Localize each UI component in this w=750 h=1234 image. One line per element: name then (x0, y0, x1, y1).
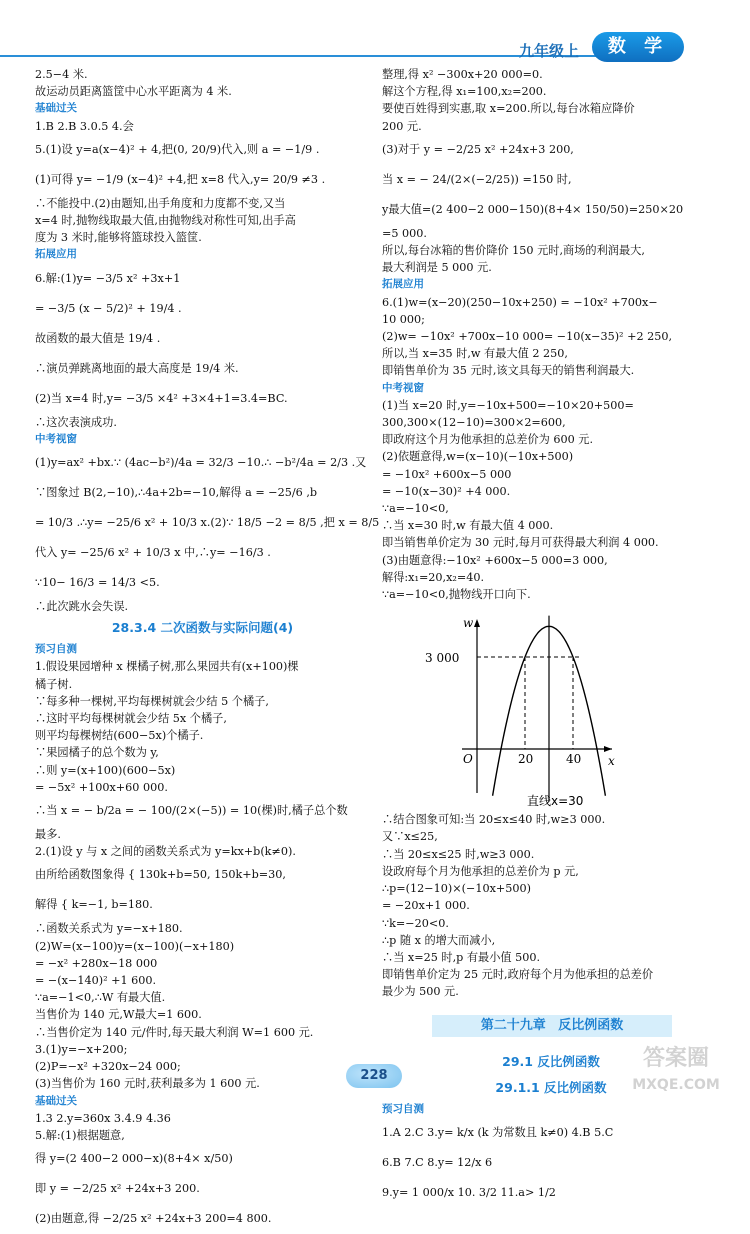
text-line: ∵k=−20<0. (382, 915, 720, 932)
text-line: 代入 y= −25/6 x² + 10/3 x 中,∴y= −16/3 . (35, 538, 370, 568)
text-line: 故函数的最大值是 19/4 . (35, 324, 370, 354)
x-axis-label: x (608, 754, 615, 768)
text-line: ∴函数关系式为 y=−x+180. (35, 920, 370, 937)
text-line: (1)当 x=20 时,y=−10x+500=−10×20+500= (382, 397, 720, 414)
text-line: 要使百姓得到实惠,取 x=200.所以,每台冰箱应降价 (382, 100, 720, 117)
watermark-text-1: 答案圈 (612, 1046, 740, 1072)
right-column (382, 66, 720, 1208)
text-line: 9.y= 1 000/x 10. 3/2 11.a> 1/2 (382, 1178, 720, 1208)
text-line: 6.B 7.C 8.y= 12/x 6 (382, 1148, 720, 1178)
text-line: ∴这次表演成功. (35, 414, 370, 431)
text-line: 即 y = −2/25 x² +24x+3 200. (35, 1174, 370, 1204)
text-line: 5.(1)设 y=a(x−4)² + 4,把(0, 20/9)代入,则 a = −1/9 . (35, 135, 370, 165)
tick-label-y-3000: 3 000 (425, 651, 459, 665)
text-line: 3.(1)y=−x+200; (35, 1041, 370, 1058)
section-label: 基础过关 (35, 1093, 370, 1110)
left-column (35, 66, 370, 1234)
tick-label-x-20: 20 (518, 752, 533, 766)
text-line: 300,300×(12−10)=300×2=600, (382, 414, 720, 431)
text-line: 故运动员距离篮筐中心水平距离为 4 米. (35, 83, 370, 100)
text-line: = 10/3 .∴y= −25/6 x² + 10/3 x.(2)∵ 18/5 −2 = 8/5 ,把 x = 8/5 (35, 508, 370, 538)
text-line: 所以,当 x=35 时,w 有最大值 2 250, (382, 345, 720, 362)
text-line: (2)依题意得,w=(x−10)(−10x+500) (382, 448, 720, 465)
text-line: 2.5−4 米. (35, 66, 370, 83)
text-line: 设政府每个月为他承担的总差价为 p 元, (382, 863, 720, 880)
text-line: 则平均每棵树结(600−5x)个橘子. (35, 727, 370, 744)
text-line: 即销售单价定为 25 元时,政府每个月为他承担的总差价 (382, 966, 720, 983)
text-line: ∵每多种一棵树,平均每棵树就会少结 5 个橘子, (35, 693, 370, 710)
x-axis-arrow (604, 746, 612, 752)
section-label: 拓展应用 (35, 246, 370, 263)
text-line: = −10x² +600x−5 000 (382, 466, 720, 483)
text-line: 整理,得 x² −300x+20 000=0. (382, 66, 720, 83)
section-heading: 28.3.4 二次函数与实际问题(4) (35, 615, 370, 641)
text-line: (1)可得 y= −1/9 (x−4)² +4,把 x=8 代入,y= 20/9 ≠3 . (35, 165, 370, 195)
text-line: ∵果园橘子的总个数为 y, (35, 744, 370, 761)
text-line: 度为 3 米时,能够将篮球投入篮筐. (35, 229, 370, 246)
text-line: ∴当 20≤x≤25 时,w≥3 000. (382, 846, 720, 863)
text-line: (3)由题意得:−10x² +600x−5 000=3 000, (382, 552, 720, 569)
page-number: 228 (346, 1064, 402, 1088)
text-line: ∴p=(12−10)×(−10x+500) (382, 880, 720, 897)
text-line: 由所给函数图象得 { 130k+b=50, 150k+b=30, (35, 860, 370, 890)
text-line: 1.假设果园增种 x 棵橘子树,那么果园共有(x+100)棵 (35, 658, 370, 675)
chapter-title: 第二十九章 反比例函数 (432, 1015, 672, 1037)
subsection-title: 29.1.1 反比例函数 (382, 1075, 720, 1101)
text-line: 最少为 500 元. (382, 983, 720, 1000)
text-line: 200 元. (382, 118, 720, 135)
text-line: ∴演员弹跳离地面的最大高度是 19/4 米. (35, 354, 370, 384)
text-line: ∵10− 16/3 = 14/3 <5. (35, 568, 370, 598)
text-line: = −x² +280x−18 000 (35, 955, 370, 972)
section-label: 预习自测 (35, 641, 370, 658)
right-column-top (382, 66, 720, 603)
section-title: 29.1 反比例函数 (382, 1049, 720, 1075)
text-line: (3)当售价为 160 元时,获利最多为 1 600 元. (35, 1075, 370, 1092)
text-line: (1)y=ax² +bx.∵ (4ac−b²)/4a = 32/3 −10.∴ −b²/4a = 2/3 .又 (35, 448, 370, 478)
text-line: 最大利润是 5 000 元. (382, 259, 720, 276)
text-line: 6.(1)w=(x−20)(250−10x+250) = −10x² +700x− (382, 294, 720, 311)
text-line: ∴当 x=25 时,p 有最小值 500. (382, 949, 720, 966)
text-line: 2.(1)设 y 与 x 之间的函数关系式为 y=kx+b(k≠0). (35, 843, 370, 860)
text-line: ∴当 x = − b/2a = − 100/(2×(−5)) = 10(棵)时,橘子总个数 (35, 796, 370, 826)
section-label: 拓展应用 (382, 276, 720, 293)
page-header (0, 22, 750, 62)
text-line: 10 000; (382, 311, 720, 328)
text-line: = −5x² +100x+60 000. (35, 779, 370, 796)
text-line: ∵a=−10<0, (382, 500, 720, 517)
text-line: 1.3 2.y=360x 3.4.9 4.36 (35, 1110, 370, 1127)
parabola-chart (382, 609, 720, 809)
text-line: ∴当售价定为 140 元/件时,每天最大利润 W=1 600 元. (35, 1024, 370, 1041)
text-line: 1.B 2.B 3.0.5 4.会 (35, 118, 370, 135)
chart-svg (382, 609, 720, 809)
section-label: 中考视窗 (35, 431, 370, 448)
text-line: (2)W=(x−100)y=(x−100)(−x+180) (35, 938, 370, 955)
text-line: 5.解:(1)根据题意, (35, 1127, 370, 1144)
section-label: 预习自测 (382, 1101, 720, 1118)
right-column-bottom (382, 811, 720, 1000)
text-line: = −20x+1 000. (382, 897, 720, 914)
text-line: (2)w= −10x² +700x−10 000= −10(x−35)² +2 250, (382, 328, 720, 345)
text-line: (2)由题意,得 −2/25 x² +24x+3 200=4 800. (35, 1204, 370, 1234)
text-line: ∴则 y=(x+100)(600−5x) (35, 762, 370, 779)
text-line: 解得 { k=−1, b=180. (35, 890, 370, 920)
header-subject: 数 学 (592, 32, 684, 62)
text-line: ∵a=−10<0,抛物线开口向下. (382, 586, 720, 603)
text-line: 当 x = − 24/(2×(−2/25)) =150 时, (382, 165, 720, 195)
watermark-logo (612, 1046, 740, 1110)
text-line: x=4 时,抛物线取最大值,由抛物线对称性可知,出手高 (35, 212, 370, 229)
text-line: ∴结合图象可知:当 20≤x≤40 时,w≥3 000. (382, 811, 720, 828)
text-line: ∴不能投中.(2)由题知,出手角度和力度都不变,又当 (35, 195, 370, 212)
section-label: 中考视窗 (382, 380, 720, 397)
text-line: y最大值=(2 400−2 000−150)(8+4× 150/50)=250×20 (382, 195, 720, 225)
text-line: = −10(x−30)² +4 000. (382, 483, 720, 500)
text-line: ∵a=−1<0,∴W 有最大值. (35, 989, 370, 1006)
text-line: 即政府这个月为他承担的总差价为 600 元. (382, 431, 720, 448)
text-line: ∴这时平均每棵树就会少结 5x 个橘子, (35, 710, 370, 727)
text-line: ∴此次跳水会失误. (35, 598, 370, 615)
text-line: ∴p 随 x 的增大而减小, (382, 932, 720, 949)
text-line: 得 y=(2 400−2 000−x)(8+4× x/50) (35, 1144, 370, 1174)
watermark-text-2: MXQE.COM (612, 1072, 740, 1098)
text-line: ∵图象过 B(2,−10),∴4a+2b=−10,解得 a = −25/6 ,b (35, 478, 370, 508)
text-line: 所以,每台冰箱的售价降价 150 元时,商场的利润最大, (382, 242, 720, 259)
y-axis-arrow (474, 619, 480, 627)
text-line: 即当销售单价定为 30 元时,每月可获得最大利润 4 000. (382, 534, 720, 551)
header-grade: 九年级上 (519, 40, 579, 61)
origin-label: O (463, 752, 473, 766)
text-line: 解得:x₁=20,x₂=40. (382, 569, 720, 586)
tick-label-x-40: 40 (566, 752, 581, 766)
text-line: (2)P=−x² +320x−24 000; (35, 1058, 370, 1075)
text-line: 橘子树. (35, 676, 370, 693)
text-line: 即销售单价为 35 元时,该文具每天的销售利润最大. (382, 362, 720, 379)
text-line: ∴当 x=30 时,w 有最大值 4 000. (382, 517, 720, 534)
text-line: 6.解:(1)y= −3/5 x² +3x+1 (35, 264, 370, 294)
text-line: 解这个方程,得 x₁=100,x₂=200. (382, 83, 720, 100)
text-line: 又∵x≤25, (382, 828, 720, 845)
text-line: = −3/5 (x − 5/2)² + 19/4 . (35, 294, 370, 324)
text-line: (2)当 x=4 时,y= −3/5 ×4² +3×4+1=3.4=BC. (35, 384, 370, 414)
text-line: (3)对于 y = −2/25 x² +24x+3 200, (382, 135, 720, 165)
text-line: 1.A 2.C 3.y= k/x (k 为常数且 k≠0) 4.B 5.C (382, 1118, 720, 1148)
text-line: 当售价为 140 元,W最大=1 600. (35, 1006, 370, 1023)
section-label: 基础过关 (35, 100, 370, 117)
text-line: =5 000. (382, 225, 720, 242)
text-line: = −(x−140)² +1 600. (35, 972, 370, 989)
y-axis-label: w (463, 616, 474, 630)
text-line: 最多. (35, 826, 370, 843)
axis-of-symmetry-label: 直线x=30 (527, 793, 583, 808)
